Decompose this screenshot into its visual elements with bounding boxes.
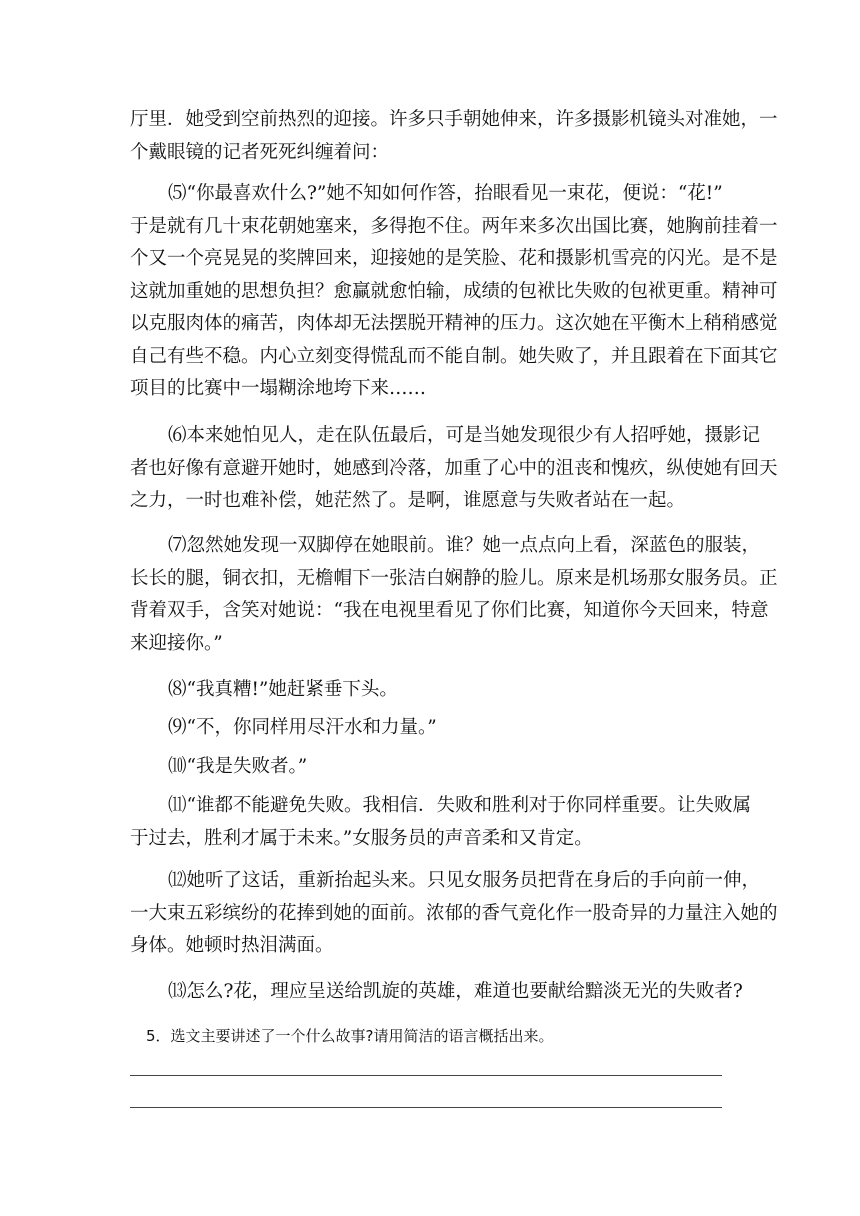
paragraph-10	[130, 751, 722, 784]
text-line: ⑻“我真糟!”她赶紧垂下头。	[168, 679, 398, 700]
paragraph-5	[130, 178, 778, 406]
text-line: 一大束五彩缤纷的花捧到她的面前。浓郁的香气竟化作一股奇异的力量注入她的	[130, 902, 778, 924]
text-line: 项目的比赛中一塌糊涂地垮下来……	[130, 378, 427, 399]
text-line: ⑺忽然她发现一双脚停在她眼前。谁？她一点点向上看，深蓝色的服装，	[168, 535, 761, 556]
text-line: 个戴眼镜的记者死死纠缠着问：	[130, 141, 390, 163]
paragraph-7	[130, 530, 778, 660]
text-line: 厅里．她受到空前热烈的迎接。许多只手朝她伸来，许多摄影机镜头对准她，一	[130, 109, 778, 130]
paragraph-9	[130, 712, 722, 745]
text-line: ⑼“不，你同样用尽汗水和力量。”	[168, 717, 437, 738]
text-line: 者也好像有意避开她时，她感到冷落，加重了心中的沮丧和愧疚，纵使她有回天	[130, 457, 778, 479]
text-line: 以克服肉体的痛苦，肉体却无法摆脱开精神的压力。这次她在平衡木上稍稍感觉	[130, 313, 778, 334]
text-line: ⑽“我是失败者。”	[168, 756, 308, 777]
text-line: ⒀怎么?花，理应呈送给凯旋的英雄，难道也要献给黯淡无光的失败者?	[168, 981, 743, 1002]
paragraph-11	[130, 790, 751, 855]
answer-line[interactable]	[130, 1107, 722, 1108]
paragraph-4-continuation	[130, 104, 778, 169]
text-line: 自己有些不稳。内心立刻变得慌乱而不能自制。她失败了，并且跟着在下面其它	[130, 345, 778, 367]
text-line: 来迎接你。”	[130, 632, 223, 654]
paragraph-8	[130, 674, 722, 707]
text-line: 个又一个亮晃晃的奖牌回来，迎接她的是笑脸、花和摄影机雪亮的闪光。是不是	[130, 248, 778, 269]
text-line: 背着双手，含笑对她说：“我在电视里看见了你们比赛，知道你今天回来，特意	[130, 600, 769, 621]
text-line: ⑸“你最喜欢什么?”她不知如何作答，抬眼看见一束花，便说：“花!”	[168, 183, 723, 204]
text-line: 身体。她顿时热泪满面。	[130, 935, 334, 956]
answer-line[interactable]	[130, 1075, 722, 1076]
text-line: ⑹本来她怕见人，走在队伍最后，可是当她发现很少有人招呼她，摄影记	[168, 425, 761, 446]
text-line: 长长的腿，铜衣扣，无檐帽下一张洁白娴静的脸儿。原来是机场那女服务员。正	[130, 567, 778, 589]
paragraph-12	[130, 865, 778, 963]
text-line: ⑿她听了这话，重新抬起头来。只见女服务员把背在身后的手向前一伸，	[168, 870, 761, 891]
text-line: 于过去，胜利才属于未来。”女服务员的声音柔和又肯定。	[130, 827, 593, 849]
text-line: 之力，一时也难补偿，她茫然了。是啊，谁愿意与失败者站在一起。	[130, 490, 686, 511]
text-line: 这就加重她的思想负担？愈赢就愈怕输，成绩的包袱比失败的包袱更重。精神可	[130, 280, 778, 302]
paragraph-13	[130, 976, 743, 1009]
text-line: 于是就有几十束花朝她塞来，多得抱不住。两年来多次出国比赛，她胸前挂着一	[130, 215, 778, 237]
question-5: 5．选文主要讲述了一个什么故事?请用简洁的语言概括出来。	[146, 1027, 554, 1045]
paragraph-6	[130, 420, 778, 518]
text-line: ⑾“谁都不能避免失败。我相信．失败和胜利对于你同样重要。让失败属	[168, 795, 751, 816]
